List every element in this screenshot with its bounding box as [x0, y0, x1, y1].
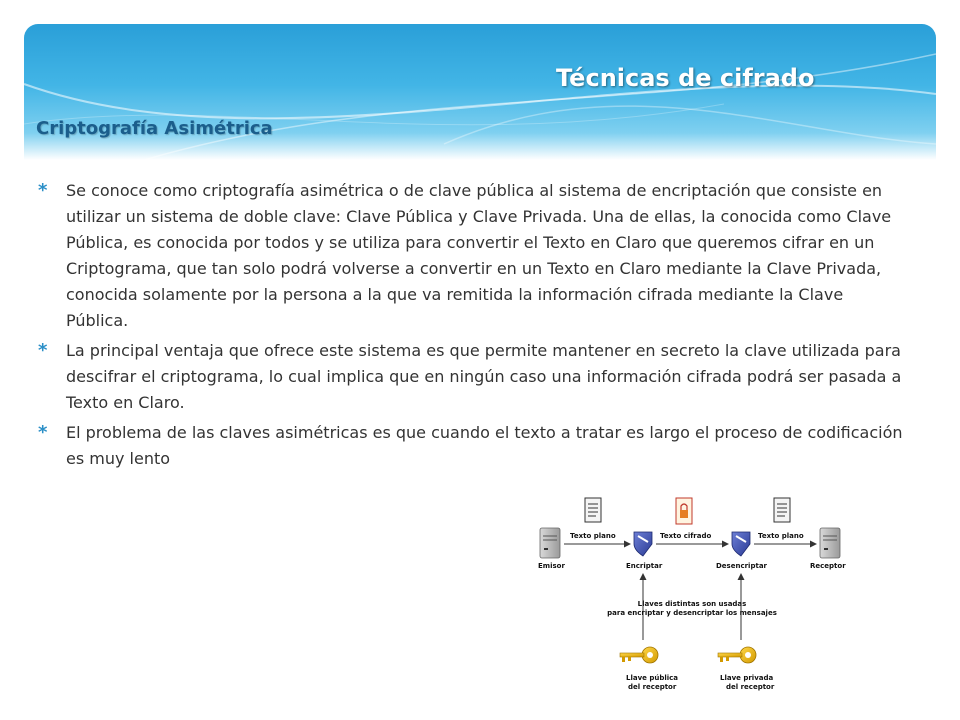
desencriptar-label: Desencriptar [716, 562, 767, 570]
keys-note-line2: para encriptar y desencriptar los mensajes [607, 609, 777, 617]
texto-plano-label: Texto plano [758, 532, 804, 540]
decrypt-shield-icon [732, 532, 750, 556]
bullet-item [36, 178, 908, 334]
private-key-label-line2: del receptor [726, 683, 775, 691]
emisor-server-icon [540, 528, 560, 558]
bullet-marker: * [38, 180, 48, 201]
private-key-label-line1: Llave privada [720, 674, 774, 682]
slide-title: Técnicas de cifrado [556, 64, 815, 92]
public-key-label-line1: Llave pública [626, 674, 679, 682]
private-key-icon [718, 647, 756, 663]
encryption-diagram [530, 492, 860, 698]
encriptar-label: Encriptar [626, 562, 663, 570]
keys-note-line1: Llaves distintas son usadas [637, 600, 747, 608]
texto-cifrado-label: Texto cifrado [660, 532, 712, 540]
document-icon [585, 498, 601, 522]
bullet-text: La principal ventaja que ofrece este sistema es que permite mantener en secreto la clave utilizada para descifrar el criptograma, lo cual implica que en ningún caso una información cifrada podrá ser pasada a Texto en Claro. [66, 341, 902, 412]
bullet-marker: * [38, 422, 48, 443]
receptor-label: Receptor [810, 562, 846, 570]
bullet-text: El problema de las claves asimétricas es que cuando el texto a tratar es largo el proceso de codificación es muy lento [66, 423, 903, 468]
bullet-item [36, 338, 908, 416]
bullet-text: Se conoce como criptografía asimétrica o de clave pública al sistema de encriptación que consiste en utilizar un sistema de doble clave: Clave Pública y Clave Privada. Una de ellas, la conocida como Clave Pública, es conocida por todos y se utiliza para convertir el Texto en Claro que queremos cifrar en un Criptograma, que tan solo podrá volverse a convertir en un Texto en Claro mediante la Clave Privada, conocida solamente por la persona a la que va remitida la información cifrada mediante la Clave Pública. [66, 181, 892, 330]
header-swoosh-decoration [24, 24, 936, 160]
texto-plano-label: Texto plano [570, 532, 616, 540]
bullet-marker: * [38, 340, 48, 361]
bullet-item [36, 420, 908, 472]
receptor-server-icon [820, 528, 840, 558]
section-heading: Criptografía Asimétrica [36, 118, 273, 139]
emisor-label: Emisor [538, 562, 565, 570]
header-band [24, 24, 936, 160]
document-icon [774, 498, 790, 522]
encrypted-document-icon [676, 498, 692, 524]
public-key-icon [620, 647, 658, 663]
encrypt-shield-icon [634, 532, 652, 556]
public-key-label-line2: del receptor [628, 683, 677, 691]
bullet-list [36, 178, 908, 476]
